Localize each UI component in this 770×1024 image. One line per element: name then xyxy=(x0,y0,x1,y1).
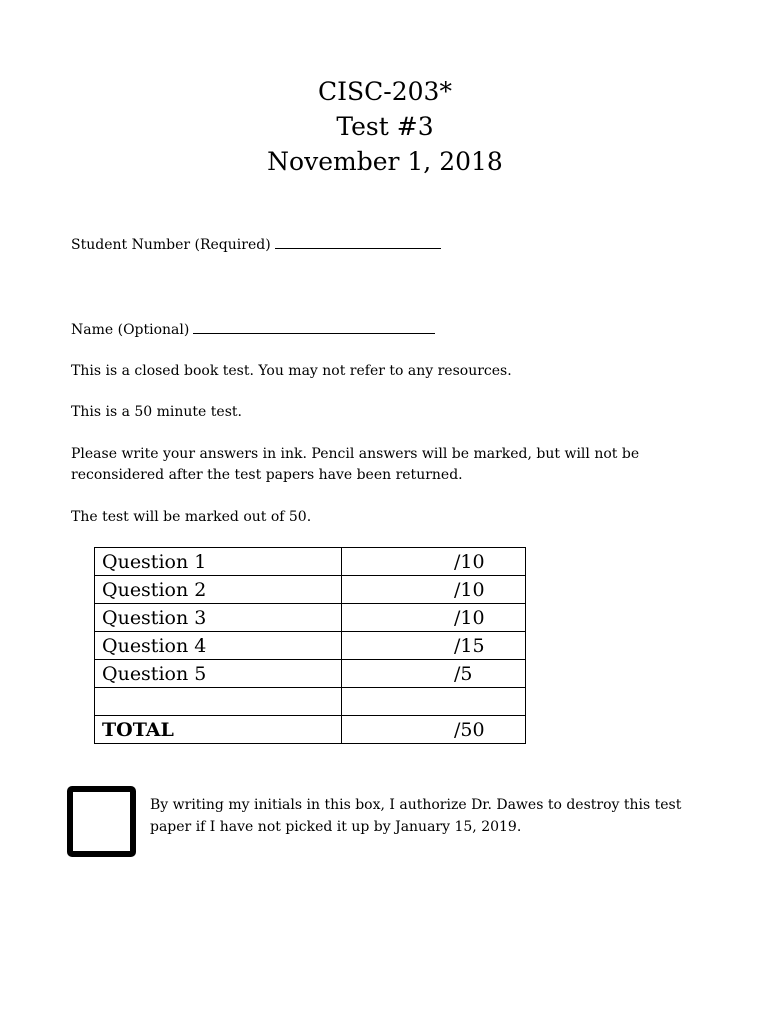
total-label: TOTAL xyxy=(95,716,342,744)
question-label: Question 3 xyxy=(95,604,342,632)
table-row xyxy=(95,660,526,688)
authorization-text: By writing my initials in this box, I authorize Dr. Dawes to destroy this test paper if I have not picked it up by January 15, 2019. xyxy=(150,797,682,835)
name-label: Name (Optional) xyxy=(71,322,190,338)
question-score: /10 xyxy=(342,548,526,576)
table-row-empty xyxy=(95,688,526,716)
question-score: /10 xyxy=(342,576,526,604)
table-row xyxy=(95,576,526,604)
table-row xyxy=(95,548,526,576)
name-blank[interactable] xyxy=(193,319,435,334)
marks-table xyxy=(94,547,526,744)
student-number-field xyxy=(71,234,441,256)
test-number: Test #3 xyxy=(336,112,434,141)
instruction-closed-book: This is a closed book test. You may not refer to any resources. xyxy=(71,363,512,379)
question-label: Question 1 xyxy=(95,548,342,576)
exam-header xyxy=(0,74,770,179)
instruction-duration: This is a 50 minute test. xyxy=(71,404,242,420)
test-date: November 1, 2018 xyxy=(267,147,503,176)
question-label: Question 2 xyxy=(95,576,342,604)
empty-score-cell xyxy=(342,688,526,716)
course-code: CISC-203* xyxy=(318,77,452,106)
total-score: /50 xyxy=(342,716,526,744)
student-number-label: Student Number (Required) xyxy=(71,237,271,253)
question-score: /15 xyxy=(342,632,526,660)
table-row xyxy=(95,632,526,660)
question-score: /10 xyxy=(342,604,526,632)
question-label: Question 5 xyxy=(95,660,342,688)
question-label: Question 4 xyxy=(95,632,342,660)
initials-box[interactable] xyxy=(67,786,136,857)
instruction-ink: Please write your answers in ink. Pencil answers will be marked, but will not be reconsidered after the test papers have been returned. xyxy=(71,446,640,483)
student-number-blank[interactable] xyxy=(275,234,441,249)
question-score: /5 xyxy=(342,660,526,688)
name-field xyxy=(71,319,435,341)
total-row xyxy=(95,716,526,744)
empty-label-cell xyxy=(95,688,342,716)
instruction-marking: The test will be marked out of 50. xyxy=(71,509,312,525)
table-row xyxy=(95,604,526,632)
